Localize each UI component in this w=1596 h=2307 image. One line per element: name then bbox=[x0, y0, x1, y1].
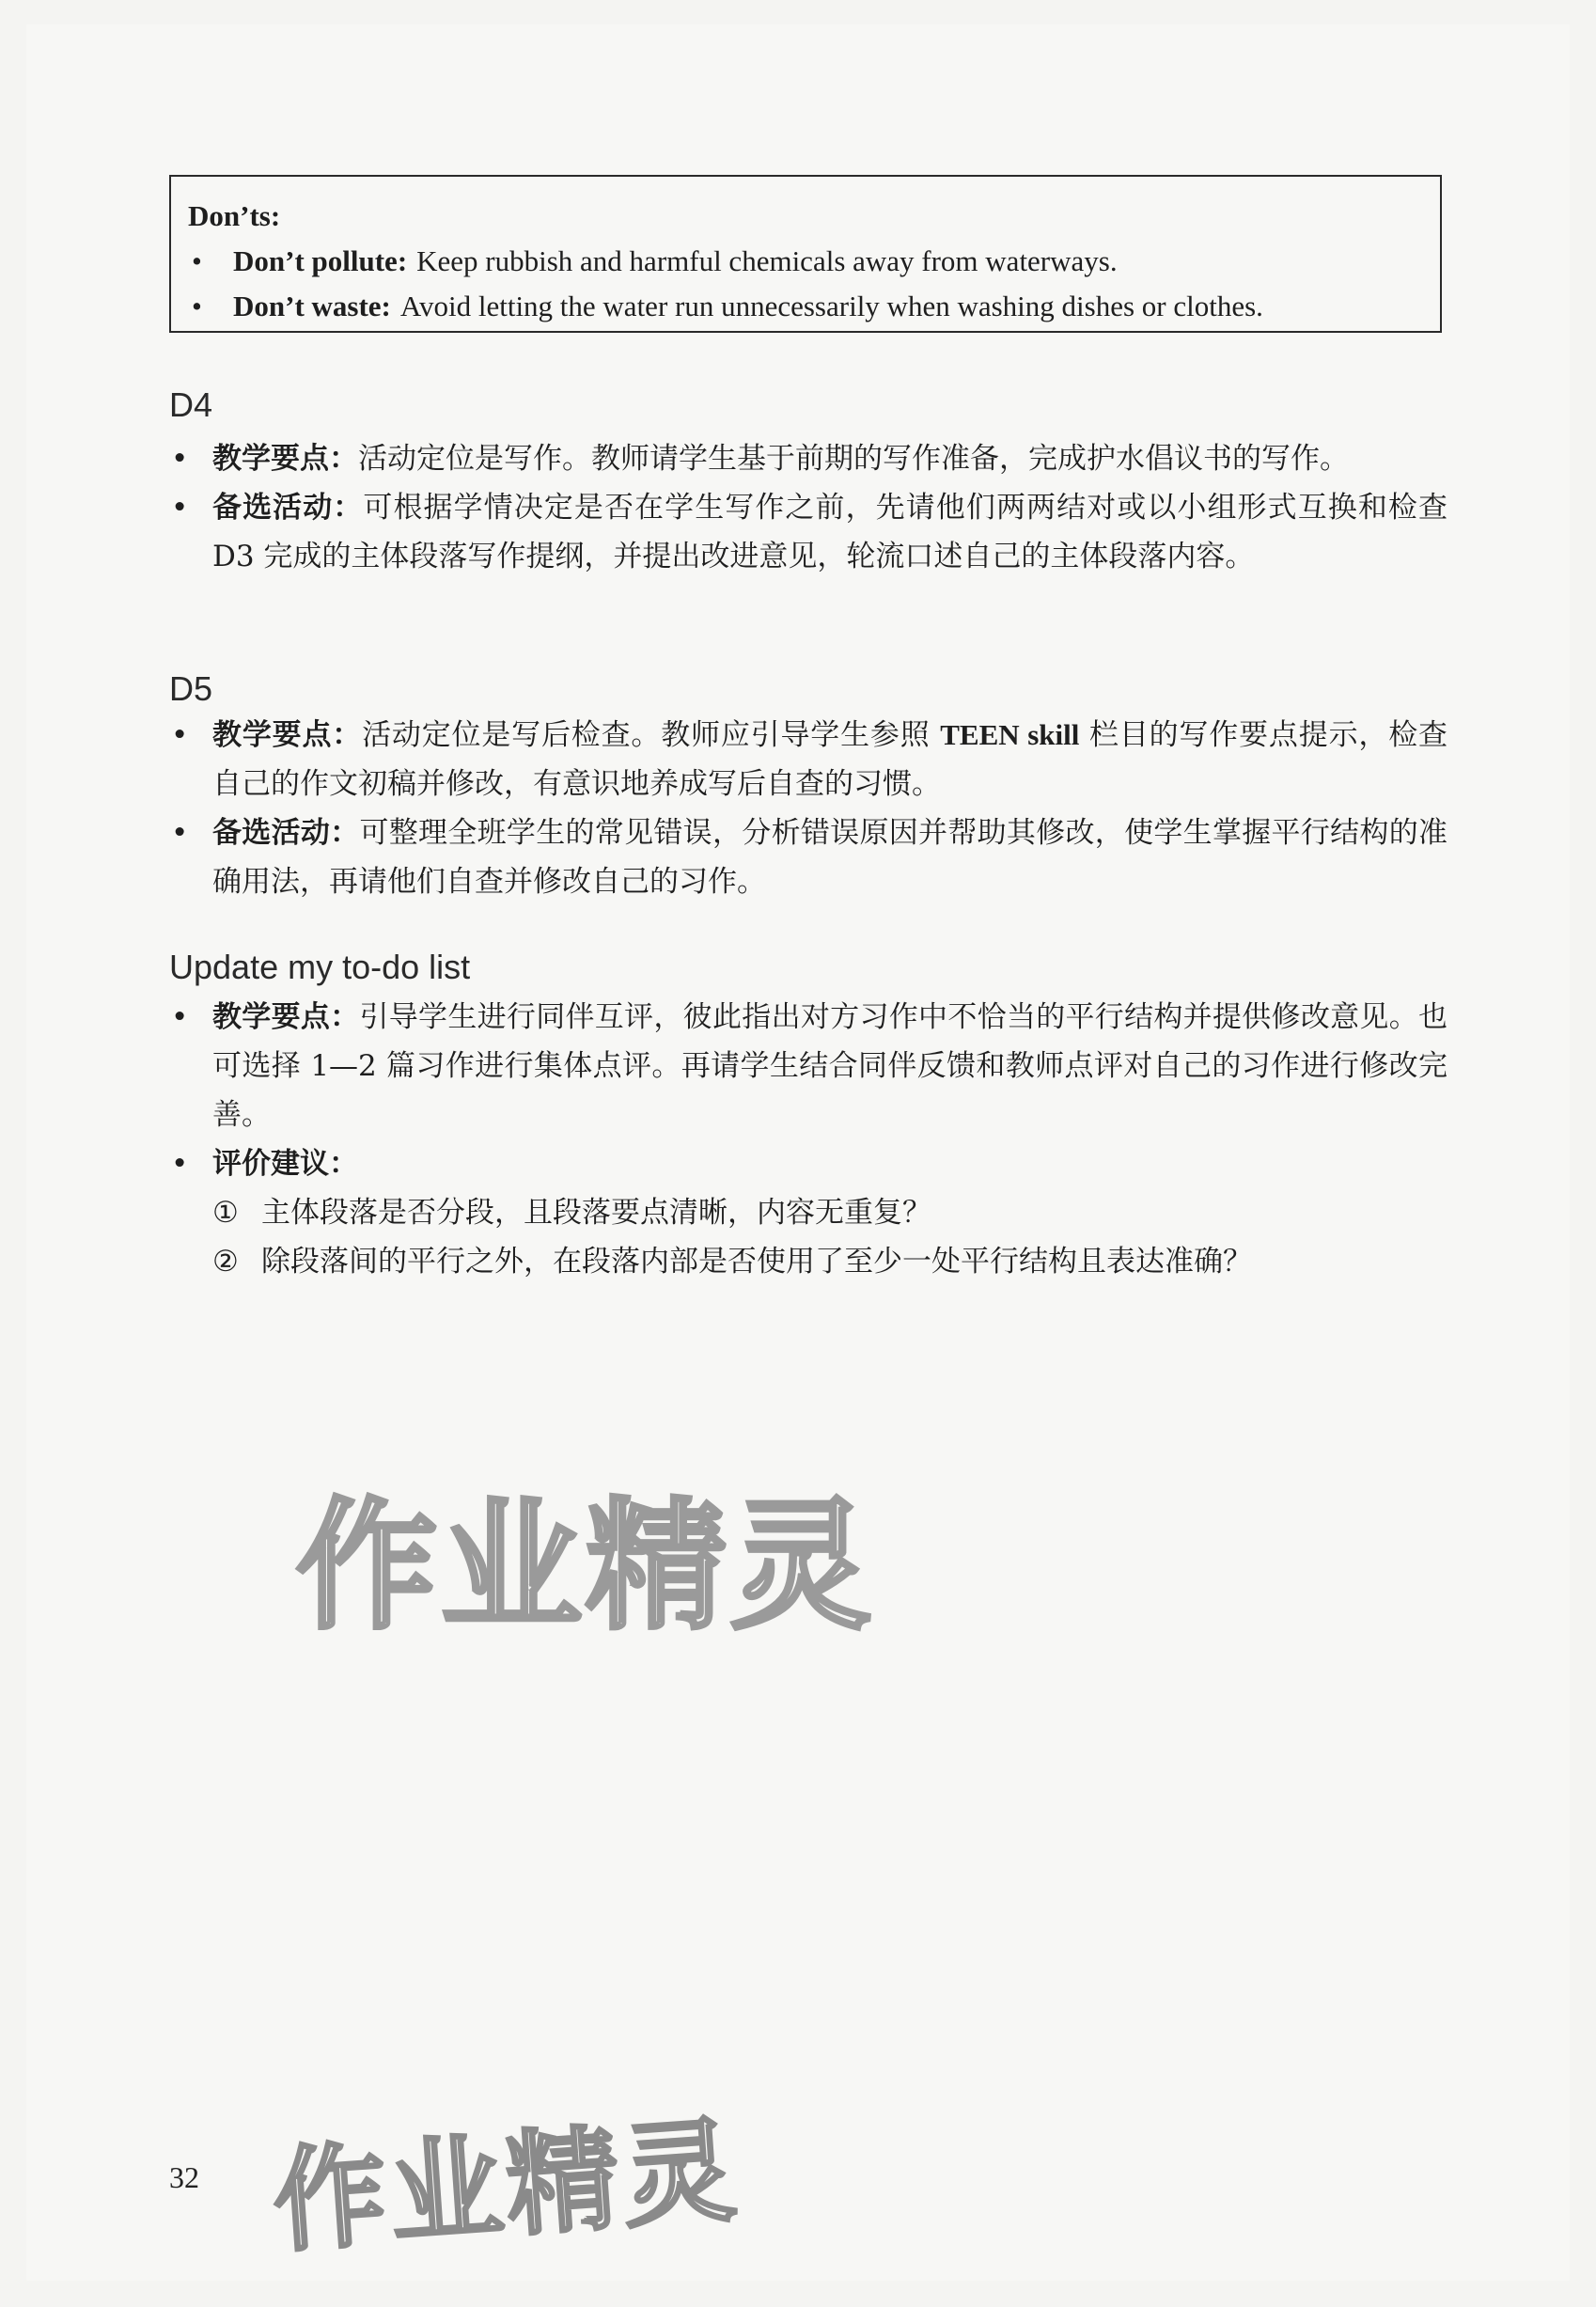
donts-item-label: Don’t pollute: bbox=[233, 244, 408, 277]
list-item bbox=[167, 711, 1447, 808]
item-text: 可整理全班学生的常见错误，分析错误原因并帮助其修改，使学生掌握平行结构的准确用法，再请他们自查并修改自己的习作。 bbox=[212, 816, 1448, 899]
item-label: 教学要点： bbox=[212, 442, 358, 476]
bullet: • bbox=[171, 1147, 189, 1181]
item-label: 教学要点： bbox=[212, 718, 363, 752]
donts-box bbox=[169, 175, 1442, 333]
item-text: 栏目的写作要点提示，检查自己的作文初稿并修改，有意识地养成写后自查的习惯。 bbox=[212, 718, 1448, 801]
item-label: 评价建议： bbox=[212, 1147, 358, 1181]
criteria-item bbox=[167, 1188, 1447, 1237]
donts-item bbox=[188, 239, 1421, 284]
bullet: • bbox=[171, 718, 189, 752]
list-item bbox=[167, 434, 1447, 483]
section-heading-d5: D5 bbox=[169, 669, 213, 708]
donts-item-text: Keep rubbish and harmful chemicals away from waterways. bbox=[416, 244, 1118, 277]
list-item bbox=[167, 808, 1447, 906]
page-number: 32 bbox=[169, 2160, 199, 2194]
list-item bbox=[167, 1139, 1447, 1188]
item-label: 备选活动： bbox=[212, 816, 360, 850]
update-list bbox=[167, 993, 1447, 1286]
section-heading-d4: D4 bbox=[169, 385, 213, 424]
d4-list bbox=[167, 434, 1447, 581]
bullet: • bbox=[192, 244, 202, 277]
watermark: 作业精灵 bbox=[269, 2105, 743, 2269]
bullet: • bbox=[171, 442, 189, 476]
bullet: • bbox=[171, 1000, 189, 1034]
d5-list bbox=[167, 711, 1447, 906]
donts-item-label: Don’t waste: bbox=[233, 290, 391, 322]
circled-number: ① bbox=[212, 1196, 239, 1230]
item-text: 活动定位是写作。教师请学生基于前期的写作准备，完成护水倡议书的写作。 bbox=[358, 442, 1349, 476]
criteria-item bbox=[167, 1237, 1447, 1286]
donts-title: Don’ts: bbox=[188, 199, 281, 232]
list-item bbox=[167, 483, 1447, 581]
bullet: • bbox=[171, 816, 189, 850]
section-heading-update: Update my to-do list bbox=[169, 948, 471, 986]
donts-item bbox=[188, 284, 1421, 329]
donts-item-text: Avoid letting the water run unnecessarily when washing dishes or clothes. bbox=[399, 290, 1263, 322]
circled-number: ② bbox=[212, 1245, 239, 1279]
teen-skill-label: TEEN skill bbox=[940, 718, 1080, 751]
criteria-text: 主体段落是否分段，且段落要点清晰，内容无重复？ bbox=[261, 1196, 931, 1230]
bullet: • bbox=[171, 491, 189, 525]
watermark: 作业精灵 bbox=[296, 1485, 876, 1649]
list-item bbox=[167, 993, 1447, 1139]
item-label: 备选活动： bbox=[212, 491, 364, 525]
item-label: 教学要点： bbox=[212, 1000, 360, 1034]
bullet: • bbox=[192, 290, 202, 322]
item-text: 活动定位是写后检查。教师应引导学生参照 bbox=[362, 718, 941, 752]
item-text: 可根据学情决定是否在学生写作之前，先请他们两两结对或以小组形式互换和检查 D3 完成的主体段落写作提纲，并提出改进意见，轮流口述自己的主体段落内容。 bbox=[212, 491, 1447, 573]
item-text: 引导学生进行同伴互评，彼此指出对方习作中不恰当的平行结构并提供修改意见。也可选择 1—2 篇习作进行集体点评。再请学生结合同伴反馈和教师点评对自己的习作进行修改完善。 bbox=[212, 1000, 1448, 1132]
criteria-text: 除段落间的平行之外，在段落内部是否使用了至少一处平行结构且表达准确？ bbox=[261, 1245, 1252, 1279]
